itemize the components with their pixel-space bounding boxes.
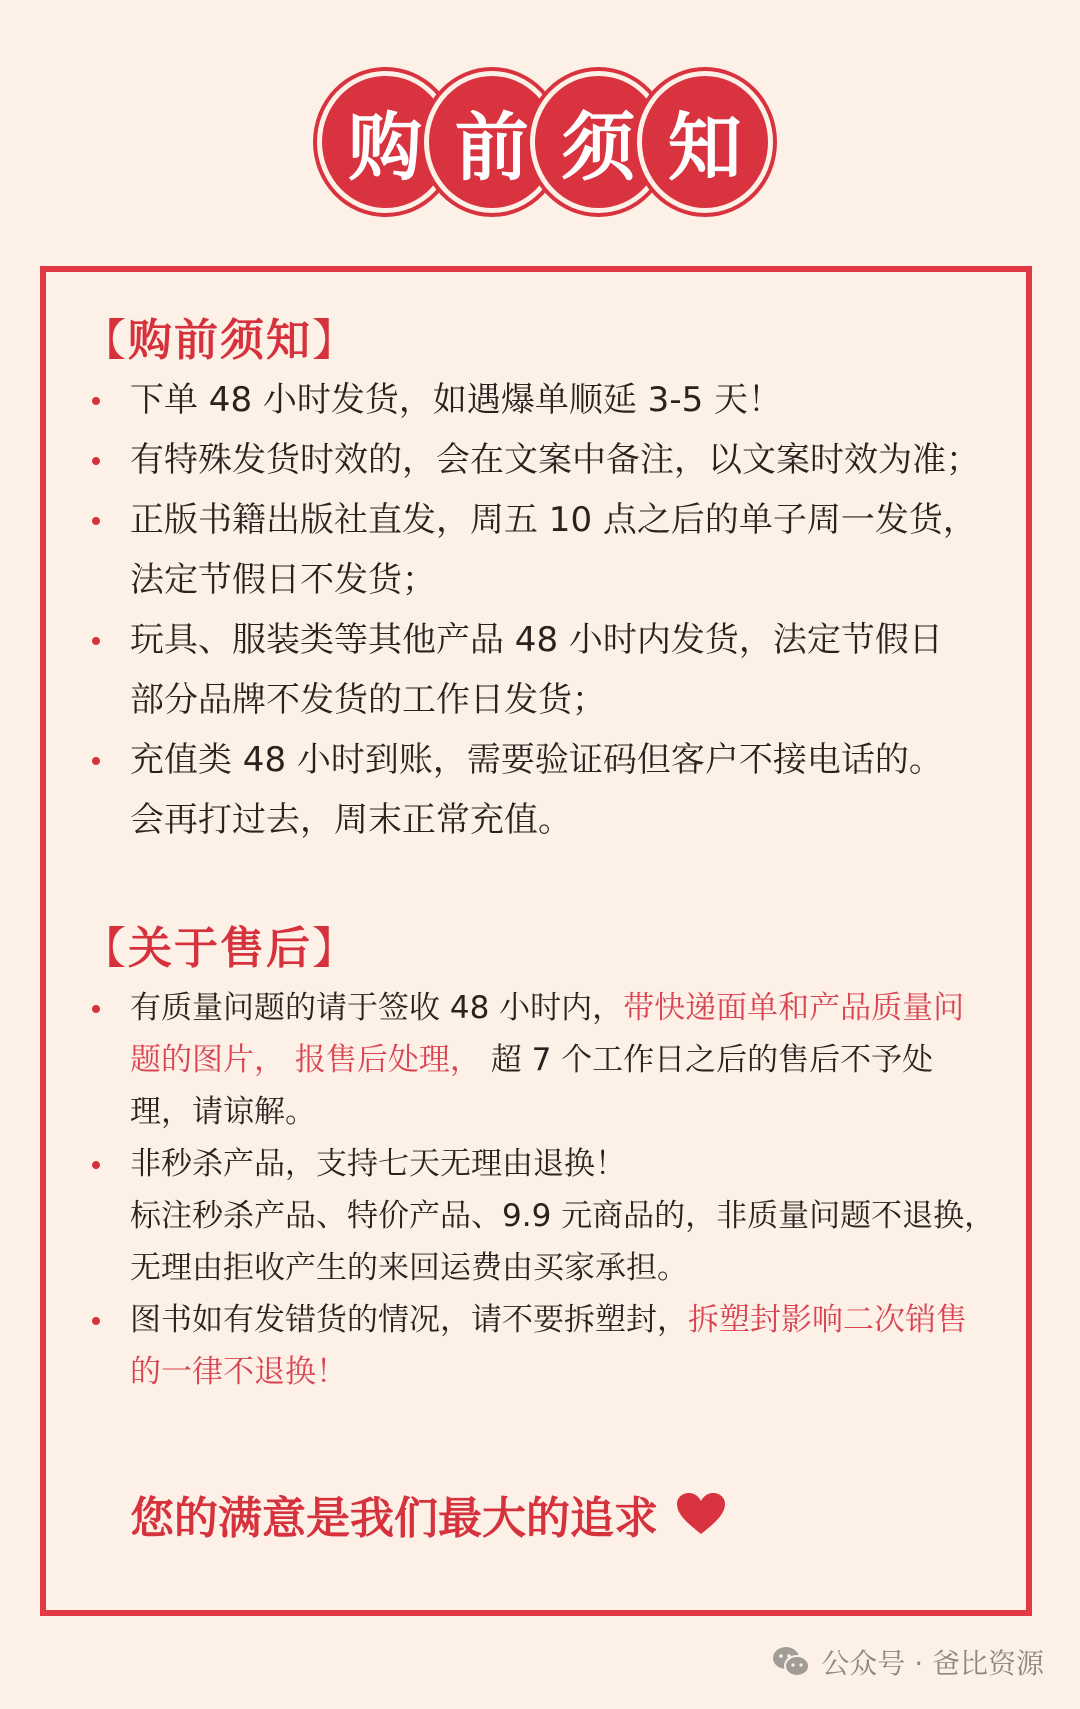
list-item [82,370,1002,430]
text-normal: 图书如有发错货的情况，请不要拆塑封， [130,1302,688,1338]
closing-message [130,1482,726,1546]
item-line: 的一律不退换！ [130,1354,347,1390]
item-line: 会再打过去，周末正常充值。 [130,800,572,840]
item-line: 玩具、服装类等其他产品 48 小时内发货，法定节假日 [130,620,943,660]
list-item [82,730,1002,850]
bullet-icon [92,1005,100,1013]
bullet-icon [92,457,100,465]
item-line: 标注秒杀产品、特价产品、9.9 元商品的，非质量问题不退换， [130,1198,996,1234]
wechat-icon [771,1645,811,1679]
after-sales-list [82,982,1002,1398]
bracket-close: 】 [312,923,358,974]
list-item [82,1294,1002,1398]
list-item [82,1138,1002,1294]
page-title [322,73,768,211]
heart-icon [676,1492,726,1536]
bracket-open: 【 [82,315,128,366]
item-line: 正版书籍出版社直发，周五 10 点之后的单子周一发货， [130,500,977,540]
item-line [130,1034,1002,1086]
bullet-icon [92,1161,100,1169]
text-normal: 有质量问题的请于签收 48 小时内， [130,990,624,1026]
item-line: 无理由拒收产生的来回运费由买家承担。 [130,1250,688,1286]
bullet-icon [92,397,100,405]
title-char-1: 购 [322,76,449,208]
list-item [82,430,1002,490]
item-line [130,1294,1002,1346]
item-line: 下单 48 小时发货，如遇爆单顺延 3-5 天！ [130,380,783,420]
title-char-3: 须 [535,76,662,208]
section-heading-pre-purchase [82,304,358,368]
item-line: 部分品牌不发货的工作日发货； [130,680,606,720]
bullet-icon [92,757,100,765]
text-highlight: 报售后处理， [294,1042,481,1078]
section-heading-text: 购前须知 [128,315,312,366]
bracket-close: 】 [312,315,358,366]
notice-box [40,266,1032,1616]
item-line: 有特殊发货时效的，会在文案中备注，以文案时效为准； [130,440,980,480]
text-highlight: 拆塑封影响二次销售 [688,1302,967,1338]
title-char-4: 知 [642,76,769,208]
item-line: 理，请谅解。 [130,1094,316,1130]
text-highlight: 带快递面单和产品质量问 [623,990,965,1026]
bullet-icon [92,517,100,525]
pre-purchase-list [82,370,1002,850]
bracket-open: 【 [82,923,128,974]
list-item [82,610,1002,730]
section-heading-text: 关于售后 [128,923,312,974]
watermark [771,1642,1044,1682]
item-line [130,982,1002,1034]
item-line: 非秒杀产品，支持七天无理由退换！ [130,1146,626,1182]
section-heading-after-sales [82,912,358,976]
list-item [82,490,1002,610]
closing-text: 您的满意是我们最大的追求 [130,1493,658,1544]
list-item [82,982,1002,1138]
text-normal: 超 7 个工作日之后的售后不予处 [490,1042,934,1078]
watermark-text: 公众号 · 爸比资源 [821,1647,1044,1680]
bullet-icon [92,1317,100,1325]
title-char-2: 前 [429,76,556,208]
item-line: 法定节假日不发货； [130,560,436,600]
text-highlight: 题的图片， [130,1042,285,1078]
item-line: 充值类 48 小时到账，需要验证码但客户不接电话的。 [130,740,943,780]
bullet-icon [92,637,100,645]
